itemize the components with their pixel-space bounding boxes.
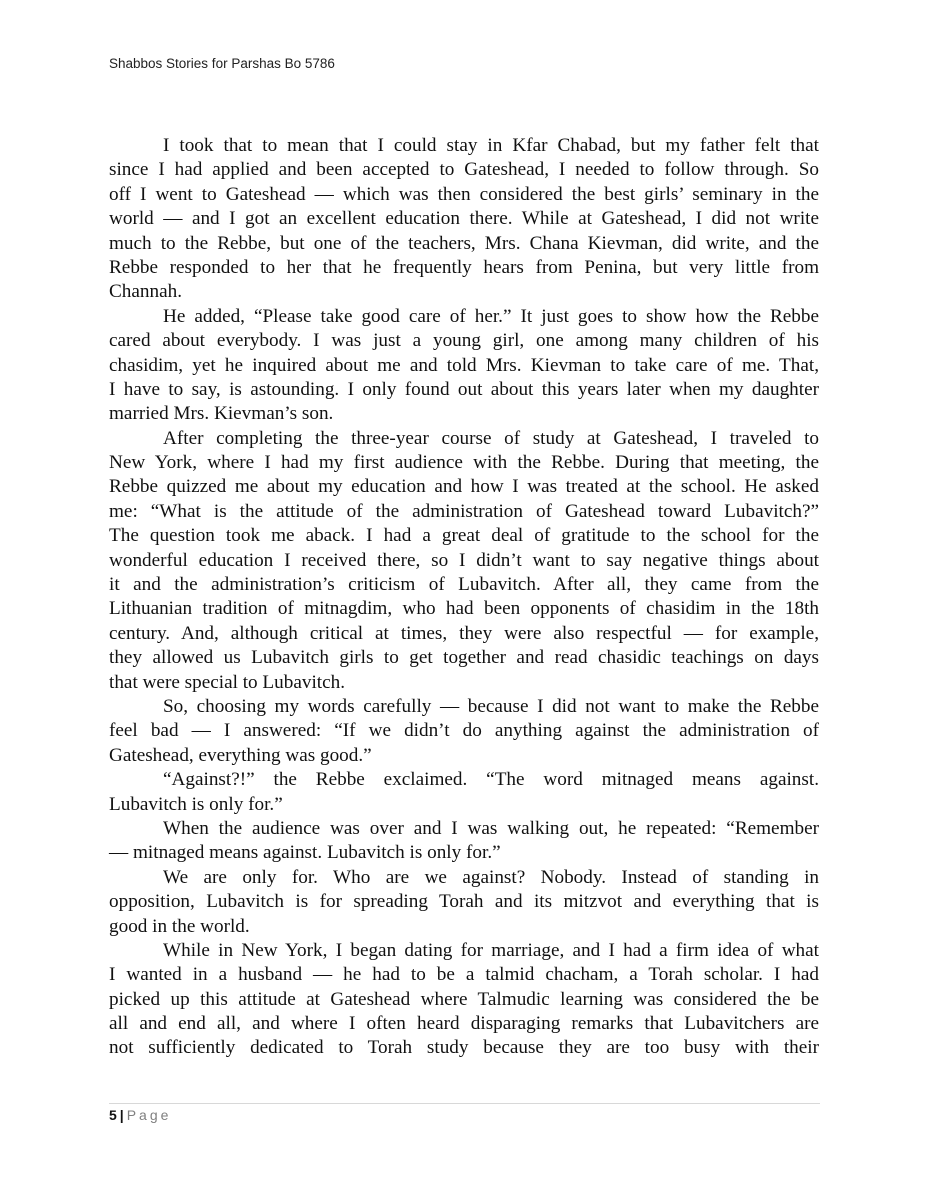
text-line: Rebbe quizzed me about my education and how I was treated at the school. He asked — [109, 476, 819, 498]
page-footer — [109, 1107, 171, 1123]
footer-divider — [109, 1103, 820, 1104]
text-line: Channah. — [109, 281, 183, 303]
text-line: I have to say, is astounding. I only found out about this years later when my daughter — [109, 378, 819, 400]
text-line: married Mrs. Kievman’s son. — [109, 403, 334, 425]
paragraph — [109, 695, 819, 768]
running-header: Shabbos Stories for Parshas Bo 5786 — [109, 56, 335, 71]
text-line: New York, where I had my first audience with the Rebbe. During that meeting, the — [109, 452, 819, 474]
text-line: me: “What is the attitude of the administration of Gateshead toward Lubavitch?” — [109, 500, 819, 522]
text-line: I wanted in a husband — he had to be a talmid chacham, a Torah scholar. I had — [109, 964, 819, 986]
paragraph — [109, 768, 819, 817]
document-body — [109, 134, 819, 1061]
text-line: that were special to Lubavitch. — [109, 671, 346, 693]
text-line: I took that to mean that I could stay in Kfar Chabad, but my father felt that — [163, 135, 819, 156]
footer-separator: | — [119, 1107, 124, 1123]
text-line: — mitnaged means against. Lubavitch is only for.” — [109, 842, 501, 864]
text-line: opposition, Lubavitch is for spreading Torah and its mitzvot and everything that is — [109, 891, 819, 913]
text-line: We are only for. Who are we against? Nobody. Instead of standing in — [163, 866, 819, 888]
paragraph — [109, 866, 819, 939]
text-line: Lubavitch is only for.” — [109, 793, 283, 815]
paragraph — [109, 817, 819, 866]
paragraph — [109, 134, 819, 305]
paragraph — [109, 939, 819, 1061]
text-line: picked up this attitude at Gateshead where Talmudic learning was considered the be — [109, 988, 819, 1010]
text-line: “Against?!” the Rebbe exclaimed. “The word mitnaged means against. — [163, 769, 819, 791]
text-line: not sufficiently dedicated to Torah study because they are too busy with their — [109, 1037, 819, 1059]
text-line: century. And, although critical at times, they were also respectful — for example, — [109, 622, 819, 644]
text-line: Rebbe responded to her that he frequently hears from Penina, but very little from — [109, 256, 819, 278]
text-line: The question took me aback. I had a great deal of gratitude to the school for the — [109, 525, 819, 547]
text-line: He added, “Please take good care of her.” It just goes to show how the Rebbe — [163, 305, 819, 327]
text-line: feel bad — I answered: “If we didn’t do anything against the administration of — [109, 720, 819, 742]
text-line: off I went to Gateshead — which was then considered the best girls’ seminary in the — [109, 183, 819, 205]
text-line: So, choosing my words carefully — because I did not want to make the Rebbe — [163, 695, 819, 717]
text-line: all and end all, and where I often heard disparaging remarks that Lubavitchers are — [109, 1013, 819, 1035]
page-number: 5 — [109, 1107, 117, 1123]
text-line: good in the world. — [109, 915, 250, 937]
text-line: Gateshead, everything was good.” — [109, 744, 372, 766]
paragraph — [109, 427, 819, 695]
text-line: Lithuanian tradition of mitnagdim, who had been opponents of chasidim in the 18th — [109, 598, 819, 620]
text-line: since I had applied and been accepted to Gateshead, I needed to follow through. So — [109, 159, 819, 181]
text-line: While in New York, I began dating for marriage, and I had a firm idea of what — [163, 939, 819, 961]
text-line: it and the administration’s criticism of Lubavitch. After all, they came from the — [109, 574, 819, 596]
text-line: cared about everybody. I was just a young girl, one among many children of his — [109, 330, 819, 352]
page-label: Page — [126, 1107, 172, 1123]
text-line: When the audience was over and I was walking out, he repeated: “Remember — [163, 817, 819, 839]
text-line: world — and I got an excellent education there. While at Gateshead, I did not write — [109, 208, 819, 230]
text-line: much to the Rebbe, but one of the teachers, Mrs. Chana Kievman, did write, and the — [109, 232, 819, 254]
text-line: wonderful education I received there, so I didn’t want to say negative things about — [109, 549, 819, 571]
text-line: After completing the three-year course of study at Gateshead, I traveled to — [163, 427, 819, 449]
paragraph — [109, 305, 819, 427]
text-line: they allowed us Lubavitch girls to get together and read chasidic teachings on days — [109, 647, 819, 669]
text-line: chasidim, yet he inquired about me and told Mrs. Kievman to take care of me. That, — [109, 354, 819, 376]
